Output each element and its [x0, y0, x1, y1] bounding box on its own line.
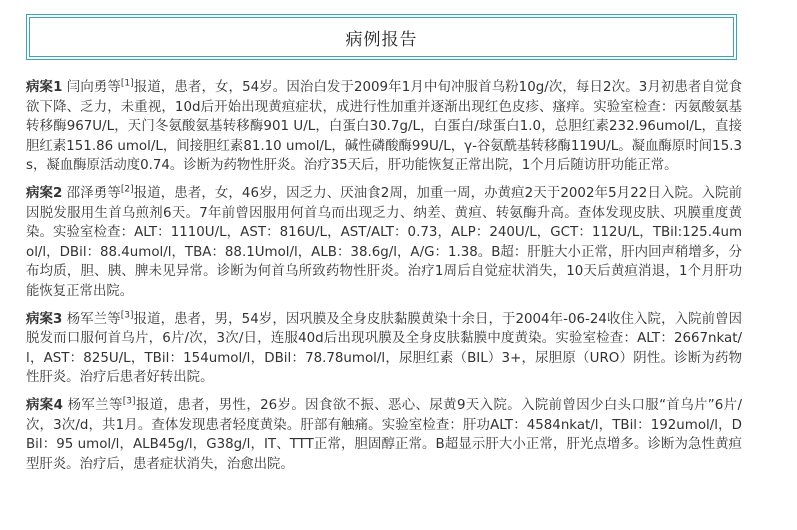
case-authors: 邵泽勇等	[62, 185, 121, 201]
case-text: 报道，患者，女，46岁，因乏力、厌油食2周，加重一周，办黄疸2天于2002年5月22日入院。入院前因脱发服用生首乌煎剂6天。7年前曾因服用何首乌而出现乏力、纳差、黄疸、转氨酶升高。查体发现皮肤、巩膜重度黄染。实验室检查：ALT：1110U/L，AST：816U/L，AST/ALT：0.73，ALP：240U/L，GCT：112U/L，TBil:125.4umol/l，DBil：88.4umol/l，TBA：88.1Umol/l，ALB：38.6g/l，A/G：1.38。B超：肝脏大小正常，肝内回声稍增多，分布均质，胆、胰、脾未见异常。诊断为何首乌所致药物性肝炎。治疗1周后自觉症状消失，10天后黄疸消退，1个月肝功能恢复正常出院。	[26, 185, 742, 299]
title-box	[26, 14, 737, 60]
case-label: 病案3	[26, 311, 63, 327]
citation-link[interactable]: [1]	[120, 78, 134, 89]
citation-link[interactable]: [2]	[120, 184, 134, 195]
citation-link[interactable]: [3]	[120, 310, 134, 321]
case-text: 报道，患者，女，54岁。因治白发于2009年1月中旬冲服首乌粉10g/次，每日2次。3月初患者自觉食欲下降、乏力，未重视，10d后开始出现黄疸症状，成进行性加重并逐渐出现红色皮疹、瘙痒。实验室检查：丙氨酸氨基转移酶967U/L，天门冬氨酸氨基转移酶901 U/L，白蛋白30.7g/L，白蛋白/球蛋白1.0，总胆红素232.96umol/L，直接胆红素151.86 umol/L，间接胆红素81.10 umol/L，碱性磷酸酶99U/L，γ-谷氨酰基转移酶119U/L。凝血酶原时间15.3s，凝血酶原活动度0.74。诊断为药物性肝炎。治疗35天后，肝功能恢复正常出院，1个月后随访肝功能正常。	[26, 80, 742, 174]
case-list	[26, 78, 742, 482]
page-title: 病例报告	[345, 29, 418, 50]
title-inner-frame	[29, 17, 734, 57]
case-paragraph-1	[26, 78, 742, 176]
case-authors: 杨军兰等	[62, 397, 123, 413]
citation-link[interactable]: [3]	[122, 396, 136, 407]
case-label: 病案1	[26, 80, 63, 95]
case-paragraph-3	[26, 310, 742, 388]
case-authors: 闫向勇等	[62, 80, 121, 95]
case-authors: 杨军兰等	[62, 311, 121, 327]
case-paragraph-4	[26, 396, 742, 474]
case-text: 报道，患者，男，54岁，因巩膜及全身皮肤黏膜黄染十余日，于2004年-06-24收住入院，入院前曾因脱发而口服何首乌片，6片/次，3次/日，连服40d后出现巩膜及全身皮肤黏膜中度黄染。实验室检查：ALT：2667nkat/l，AST：825U/L，TBil：154umol/l，DBil：78.78umol/l，尿胆红素（BIL）3+，尿胆原（URO）阴性。诊断为药物性肝炎。治疗后患者好转出院。	[26, 311, 742, 386]
case-paragraph-2	[26, 184, 742, 302]
case-text: 报道，患者，男性，26岁。因食欲不振、恶心、尿黄9天入院。入院前曾因少白头口服“首乌片”6片/次，3次/d，共1月。查体发现患者轻度黄染。肝部有触痛。实验室检查：肝功ALT：4584nkat/l，TBil：192umol/l，DBil：95 umol/l，ALB45g/l，G38g/l，IT、TTT正常，胆固醇正常。B超显示肝大小正常，肝光点增多。诊断为急性黄疸型肝炎。治疗后，患者症状消失，治愈出院。	[26, 397, 742, 472]
case-label: 病案4	[26, 397, 63, 413]
case-label: 病案2	[26, 185, 63, 201]
